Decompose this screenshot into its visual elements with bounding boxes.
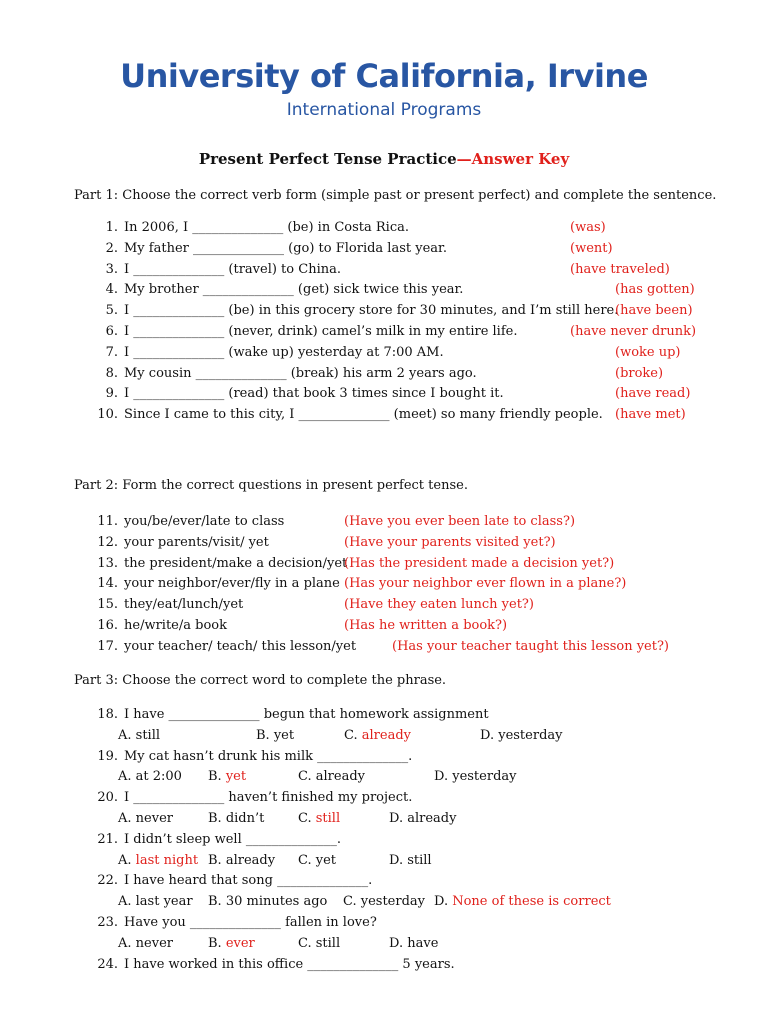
item-text: you/be/ever/late to class <box>124 514 285 529</box>
item-text: your parents/visit/ yet <box>124 534 269 550</box>
list-item <box>96 514 284 530</box>
answer-option: B. didn’t <box>208 811 265 826</box>
program-name: International Programs <box>286 100 482 120</box>
item-text: I ______________ (be) in this grocery store for 30 minutes, and I’m still here. <box>124 303 619 319</box>
page-title <box>0 150 768 168</box>
header <box>0 0 768 121</box>
answer-option: C. yet <box>298 852 337 868</box>
part3-instruction: Part 3: Choose the correct word to complete the phrase. <box>74 673 447 688</box>
title-answer-key: —Answer Key <box>456 150 570 168</box>
item-number: 3. <box>105 261 118 277</box>
item-text: I didn’t sleep well ______________. <box>124 831 342 847</box>
answer-option: C. yesterday <box>343 894 426 910</box>
answer-option <box>298 811 340 827</box>
answer-option: A. never <box>118 811 173 826</box>
item-number: 19. <box>97 748 118 764</box>
item-answer: (Have they eaten lunch yet?) <box>344 597 534 613</box>
list-item <box>96 241 447 257</box>
item-text: they/eat/lunch/yet <box>124 597 244 613</box>
item-text: I ______________ haven’t finished my project. <box>124 790 413 806</box>
item-number: 24. <box>97 956 118 972</box>
list-item <box>96 262 341 278</box>
list-item <box>96 707 489 723</box>
item-answer: (Has your neighbor ever flown in a plane?) <box>344 576 627 592</box>
answer-option <box>118 853 198 869</box>
list-item <box>96 324 517 340</box>
item-answer: (was) <box>570 220 606 235</box>
list-item <box>96 618 227 634</box>
item-text: My cousin ______________ (break) his arm 2 years ago. <box>124 365 477 381</box>
item-text: your teacher/ teach/ this lesson/yet <box>124 638 357 654</box>
item-answer: (have never drunk) <box>570 324 697 339</box>
item-number: 10. <box>97 407 118 423</box>
item-answer: (have been) <box>615 303 693 319</box>
item-number: 22. <box>97 873 118 889</box>
option-correct: yet <box>225 769 247 785</box>
item-text: I ______________ (never, drink) camel’s milk in my entire life. <box>124 324 518 339</box>
option-letter: C. <box>344 727 362 743</box>
item-answer: (have met) <box>615 407 686 423</box>
item-answer: (have traveled) <box>570 261 670 277</box>
university-name: University of California, Irvine <box>120 57 648 95</box>
item-number: 6. <box>105 324 118 339</box>
item-number: 15. <box>97 597 118 613</box>
item-answer: (woke up) <box>615 344 681 360</box>
item-text: My cat hasn’t drunk his milk ______________. <box>124 748 413 764</box>
item-text: I have heard that song ______________. <box>124 873 373 889</box>
answer-option: D. still <box>389 852 432 868</box>
item-number: 16. <box>97 618 118 633</box>
item-number: 5. <box>105 303 118 319</box>
list-item <box>96 556 347 572</box>
list-item <box>96 873 372 889</box>
item-answer: (broke) <box>615 365 664 381</box>
item-number: 17. <box>97 638 118 654</box>
item-number: 14. <box>97 576 118 592</box>
item-number: 4. <box>105 282 118 298</box>
item-answer: (have read) <box>615 386 691 402</box>
item-text: I ______________ (wake up) yesterday at 7:00 AM. <box>124 344 444 360</box>
item-text: I have worked in this office ______________ 5 years. <box>124 956 455 972</box>
answer-option: B. 30 minutes ago <box>208 894 328 910</box>
item-number: 9. <box>105 386 118 402</box>
answer-option: B. yet <box>256 727 295 743</box>
list-item <box>96 366 477 382</box>
list-item <box>96 576 340 592</box>
item-answer: (has gotten) <box>615 282 695 298</box>
list-item <box>96 639 356 655</box>
item-answer: (went) <box>570 240 613 256</box>
part2-instruction: Part 2: Form the correct questions in present perfect tense. <box>74 478 468 493</box>
item-answer: (Have you ever been late to class?) <box>344 514 576 529</box>
list-item <box>96 282 463 298</box>
item-answer: (Has your teacher taught this lesson yet?) <box>392 638 669 654</box>
answer-option: A. never <box>118 935 173 951</box>
item-number: 1. <box>105 220 118 235</box>
option-letter: D. <box>434 894 453 910</box>
item-text: Since I came to this city, I ______________ (meet) so many friendly people. <box>124 407 603 423</box>
item-text: the president/make a decision/yet <box>124 555 348 571</box>
list-item <box>96 535 269 551</box>
answer-option: C. already <box>298 769 365 785</box>
item-text: I have ______________ begun that homework assignment <box>124 707 489 722</box>
item-text: he/write/a book <box>124 618 227 633</box>
item-number: 13. <box>97 555 118 571</box>
answer-option: A. still <box>118 727 161 743</box>
item-number: 23. <box>97 915 118 930</box>
list-item <box>96 303 618 319</box>
list-item <box>96 407 603 423</box>
answer-option: D. yesterday <box>480 727 563 743</box>
answer-option: A. at 2:00 <box>118 769 182 785</box>
item-text: I ______________ (read) that book 3 times since I bought it. <box>124 386 504 402</box>
answer-option <box>208 769 246 785</box>
list-item <box>96 220 409 236</box>
answer-option: D. already <box>389 811 457 826</box>
item-text: your neighbor/ever/fly in a plane <box>124 576 340 592</box>
list-item <box>96 345 444 361</box>
option-correct: ever <box>225 935 255 951</box>
list-item <box>96 957 455 973</box>
option-letter: B. <box>208 769 226 785</box>
item-number: 12. <box>97 534 118 550</box>
item-text: My father ______________ (go) to Florida last year. <box>124 240 447 256</box>
item-number: 7. <box>105 344 118 360</box>
part1-instruction: Part 1: Choose the correct verb form (simple past or present perfect) and complete the sentence. <box>74 188 717 203</box>
list-item <box>96 790 412 806</box>
list-item <box>96 832 341 848</box>
item-answer: (Has the president made a decision yet?) <box>344 555 615 571</box>
list-item <box>96 749 412 765</box>
item-number: 8. <box>105 365 118 381</box>
answer-option: B. already <box>208 852 276 868</box>
item-number: 20. <box>97 790 118 806</box>
answer-option <box>434 894 611 910</box>
option-letter: A. <box>118 852 136 868</box>
list-item <box>96 915 377 931</box>
answer-option: C. still <box>298 935 341 951</box>
item-text: I ______________ (travel) to China. <box>124 261 341 277</box>
item-text: My brother ______________ (get) sick twice this year. <box>124 282 464 298</box>
item-answer: (Have your parents visited yet?) <box>344 534 556 550</box>
list-item <box>96 386 504 402</box>
answer-option: A. last year <box>118 894 193 910</box>
answer-option: D. have <box>389 935 439 951</box>
item-answer: (Has he written a book?) <box>344 618 508 633</box>
item-number: 11. <box>97 514 118 529</box>
option-correct: already <box>361 727 411 743</box>
list-item <box>96 597 243 613</box>
option-correct: still <box>315 811 341 826</box>
item-text: Have you ______________ fallen in love? <box>124 915 377 930</box>
item-text: In 2006, I ______________ (be) in Costa Rica. <box>124 220 410 235</box>
option-correct: last night <box>135 852 199 868</box>
option-letter: B. <box>208 935 226 951</box>
item-number: 18. <box>97 707 118 722</box>
answer-option: D. yesterday <box>434 769 517 785</box>
item-number: 2. <box>105 240 118 256</box>
answer-option <box>208 936 255 952</box>
answer-option <box>344 728 411 744</box>
option-correct: None of these is correct <box>452 894 611 910</box>
item-number: 21. <box>97 831 118 847</box>
title-main: Present Perfect Tense Practice <box>198 150 457 168</box>
option-letter: C. <box>298 811 316 826</box>
